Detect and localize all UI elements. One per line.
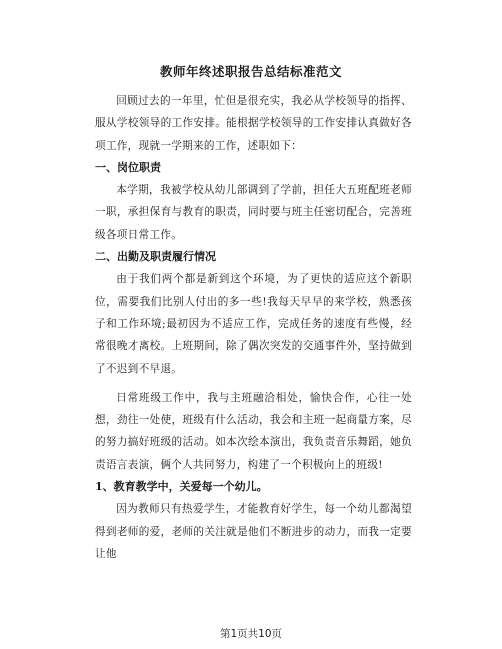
- document-body: [95, 90, 412, 565]
- class-work-paragraph: 日常班级工作中，我与主班融洽相处，愉快合作，心往一处想，劲往一处使，班级有什么活动，我会和主班一起商量方案，尽的努力搞好班级的活动。如本次绘本演出，我负责音乐舞蹈，她负责语言表演，俩个人共同努力，构建了一个积极向上的班级!: [95, 391, 412, 471]
- page-number: 第1页共10页: [219, 628, 283, 640]
- section-heading-attendance: 二、出勤及职责履行情况: [95, 250, 216, 264]
- teaching-paragraph: 因为教师只有热爱学生，才能教育好学生，每一个幼儿都渴望得到老师的爱，老师的关注就是他们不断进步的动力，而我一定要让他: [95, 503, 412, 560]
- attendance-paragraph: 由于我们两个都是新到这个环境，为了更快的适应这个新职位，需要我们比别人付出的多一些!我每天早早的来学校，熟悉孩子和工作环境;最初因为不适应工作，完成任务的速度有些慢，经常很晚才离校。上班期间，除了偶次突发的交通事件外，坚持做到了不迟到不早退。: [95, 273, 412, 375]
- intro-paragraph: 回顾过去的一年里，忙但是很充实，我必从学校领导的指挥、服从学校领导的工作安排。能根据学校领导的工作安排认真做好各项工作，现就一学期来的工作，述职如下：: [95, 95, 412, 152]
- section-heading-teaching: 1、教育教学中，关爱每一个幼儿。: [95, 480, 268, 494]
- document-title: 教师年终述职报告总结标准范文: [159, 64, 342, 79]
- section-heading-duties: 一、岗位职责: [95, 160, 161, 174]
- duties-paragraph: 本学期，我被学校从幼儿部调到了学前，担任大五班配班老师一职，承担保育与教育的职责，同时要与班主任密切配合，完善班级各项日常工作。: [95, 184, 412, 241]
